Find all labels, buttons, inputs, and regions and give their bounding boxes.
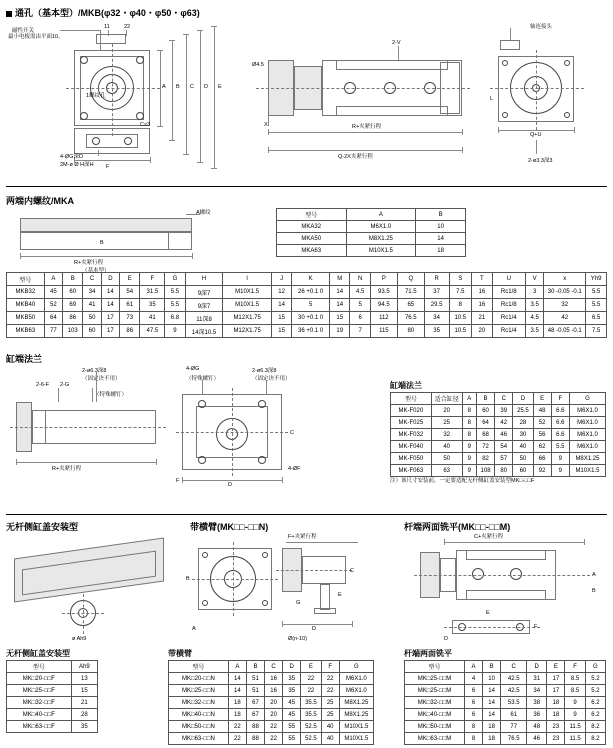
- table-row: MK□20-□□N 14 51 16 35 22 22 M6X1.0: [169, 673, 374, 685]
- flange-table-title: 缸端法兰: [390, 381, 422, 390]
- mka-label-a-thread: A螺纹: [196, 210, 211, 216]
- table-row: MKA32 M6X1.0 10: [277, 221, 466, 233]
- bullet-square-icon: [6, 11, 12, 17]
- section-title-rodless: 无杆侧缸盖安装型: [6, 522, 79, 532]
- table-row: MK□25-□□M 4 10 42.5 31 17 8.5 5.2: [405, 673, 606, 685]
- table-row: MK□63-□□M 8 18 76.5 46 23 11.5 8.2: [405, 733, 606, 745]
- crossarm-table-title: 带横臂: [168, 649, 192, 658]
- table-flange: [390, 392, 606, 477]
- table-row: MK□63-□□F 35: [7, 721, 98, 733]
- table-header-row: 型号 Ah9: [7, 661, 98, 673]
- rodless-table-title: 无杆侧缸盖安装型: [6, 649, 70, 658]
- flange-table-footnote: 注）该尺寸安装前，一定要适配无杆侧缸盖安装型MK□-□□F: [390, 478, 535, 484]
- table-row: MK□63-□□N 22 88 22 55 52.5 40 M10X1.5: [169, 733, 374, 745]
- header-note-3: 轴连接头: [530, 24, 553, 30]
- flange-front-note: （特殊螺钉）: [186, 376, 220, 382]
- section-title-flange: 缸端法兰: [6, 354, 43, 364]
- table-row: MK□25-□□N 14 51 16 35 22 22 M6X1.0: [169, 685, 374, 697]
- page-title: 通孔（基本型）/MKB(φ32・φ40・φ50・φ63): [15, 8, 200, 18]
- header-note-2: 最小电板需由平面10。: [8, 34, 64, 40]
- table-row: MK-F025 25 8 64 42 28 52 6.6 M6X1.0: [391, 417, 606, 429]
- table-rodless: [6, 660, 98, 733]
- table-crossarm: [168, 660, 374, 745]
- mka-label-b: B: [100, 240, 104, 246]
- section-title-mka: 两端内螺纹/MKA: [6, 196, 74, 206]
- section-title-crossarm: 带横臂(MK□□-□□N): [190, 522, 269, 532]
- crossarm-label-stroke: F+夹紧行程: [288, 534, 317, 540]
- mka-label-basic: （基本型）: [82, 268, 110, 274]
- table-row: MK□50-□□N 22 88 22 55 52.5 40 M10X1.5: [169, 721, 374, 733]
- flange-label-hole: 2-ø6.3深8: [82, 368, 107, 374]
- crossarm-label-hole: Ø(n-10): [288, 636, 307, 642]
- table-row: MKA63 M10X1.5 18: [277, 245, 466, 257]
- table-row: MK-F063 63 9 108 80 60 92 9 M10X1.5: [391, 465, 606, 477]
- flange-label-2g-note: （特殊螺钉）: [94, 392, 128, 398]
- flange-label-stroke: R+夹紧行程: [52, 466, 82, 472]
- flat-label-stroke: C+夹紧行程: [474, 534, 504, 540]
- flange-label-hole-note: （固定诀不用）: [82, 376, 121, 382]
- table-row: MK-F050 50 9 82 57 50 66 9 M8X1.25: [391, 453, 606, 465]
- table-flat: [404, 660, 606, 745]
- table-header-row: 型号 适合缸径 A B C D E F G: [391, 393, 606, 405]
- table-header-row: 型号 A B C D E F G: [169, 661, 374, 673]
- header-note-1: 磁性开关: [12, 28, 35, 34]
- table-mka-header-row: 型号 A B: [277, 209, 466, 221]
- section-title-flat: 杆端两面铣平(MK□□-□□M): [404, 522, 511, 532]
- table-header-row: 型号 A B C D E F G: [405, 661, 606, 673]
- table-row: MK□25-□□M 6 14 42.5 34 17 8.5 5.2: [405, 685, 606, 697]
- table-row: MK□40-□□M 6 14 61 36 18 9 6.2: [405, 709, 606, 721]
- table-row: MKB50 64 86 50 17 73 41 6.8 11深8 M12X1.75 15 30 +0.1 0 15 6 112 76.5 34 10.5 21 Rc1/4 4.5 42 6.5: [7, 312, 607, 325]
- table-row: MKB40 52 69 41 14 61 35 5.5 9深7 M10X1.5 14 5 14 5 94.5 65 29.5 8 16 Rc1/8 3.5 32 5.5: [7, 299, 607, 312]
- page-title-row: [6, 6, 200, 19]
- table-dimensions-mkb: [6, 272, 607, 338]
- table-row: MKA50 M8X1.25 14: [277, 233, 466, 245]
- catalog-page: 通孔（基本型）/MKB(φ32・φ40・φ50・φ63) 磁性开关 最小电板需由平面10。 轴连接头 11 22 A B C D E F 1螺纹孔 4-ØG深D 2M-ø Ø H深H C≤3 2-V Ø4.5 R+夹紧行程 Q-2X夹紧行程 X L Q+U 2-ø3.3深3 两端内螺纹/MKA A螺纹 R+夹紧行程 （基本型） B 型号 A B MKA32 M6X1.0 10 MKA50 M8X1.25 14 MKA63 M10X1.5 18 型号 A B C D E F G H I J K M N P Q R S T U V x Yh9 MKB32 45 60 34 14 54 31.5 5.5 9深7 M10X1.5 12 26 +0.1 0 14 4.5 93.5 71.5 37 7.5 16 Rc1/8 3 30 -0.05 -0.1 5.5 MKB40 52 69 41 14 61 35 5.5 9深7 M10X1.5 14 5 14 5 94.5 65 29.5 8 16 Rc1/8 3.5 32 5.5 MKB50 64 86 50 17 73 41 6.8 11深8 M12X1.75 15 30 +0.1 0 15 6 112 76.5 34 10.5 21 Rc1/4 4.5 42 6.5 MKB63 77 103 60 17 86 47.5 9 14深10.5 M12X1.75 15 36 +0.1 0 19 7 115 80 35 10.5 20 Rc1/4 3.5 48 -0.05 -0.1 7.5 缸端法兰 2-ø6.3深8 （固定诀不用） 2-G （特殊螺钉） 2-6-F R+夹紧行程 4-ØG （特殊螺钉） 2-ø6.3深8 （固定诀不用） D C F 4-ØF 缸端法兰 型号 适合缸径 A B C D E F G MK-F020 20 8 60 39 25.5 48 6.6 M6X1.0 MK-F025 25 8 64 42 28 52 6.6 M6X1.0 MK-F032 32 8 68 46 30 56 6.6 M6X1.0 MK-F040 40 9 72 54 40 62 5.5 M6X1.0 MK-F050 50 9 82 57 50 66 9 M8X1.25 MK-F063 63 9 108 80 60 92 9 M10X1.5 注）该尺寸安装前，一定要适配无杆侧缸盖安装型MK□-□□F 无杆侧缸盖安装型 ø Ah9 无杆侧缸盖安装型 型号 Ah9 MK□20-□□F 13 MK□25-□□F 15 MK□32-□□F 21 MK□40-□□F 28 MK□63-□□F 35 带横臂(MK□□-□□N) F+夹紧行程 B C E G D Ø(n-10) A 带横臂 型号 A B C D E F G MK□20-□□N 14 51 16 35 22 22 M6X1.0 MK□25-□□N 14 51 16 35 22 22 M6X1.0 MK□32-□□N 18 67 20 45 35.5 25 M8X1.25 MK□40-□□N 18 67 20 45 35.5 25 M8X1.25 MK□50-□□N 22 88 22 55 52.5 40 M10X1.5 MK□63-□□N 22 88 22 55 52.5 40 M10X1.5 杆端两面铣平(MK□□-□□M) C+夹紧行程 E F D A B 杆端两面铣平 型号 A B C D E F G MK□25-□□M 4 10 42.5 31 17 8.5 5.2 MK□25-□□M 6 14 42.5 34 17 8.5 5.2 MK□32-□□M 6 14 53.5 38 18 9 6.2 MK□40-□□M 6 14 61 36 18 9 6.2 MK□50-□□M 8 18 77 48 23 11.5 8.2 MK□63-□□M 8 18 76.5 46 23 11.5 8.2: [0, 0, 613, 748]
- table-row: MK□32-□□F 21: [7, 697, 98, 709]
- mka-label-stroke: R+夹紧行程: [74, 260, 104, 266]
- flange-label-2g: 2-G: [60, 382, 70, 388]
- table-row: MK□40-□□F 28: [7, 709, 98, 721]
- table-row: MKB32 45 60 34 14 54 31.5 5.5 9深7 M10X1.5 12 26 +0.1 0 14 4.5 93.5 71.5 37 7.5 16 Rc1/8 3 30 -0.05 -0.1 5.5: [7, 286, 607, 299]
- table-row: MK-F040 40 9 72 54 40 62 5.5 M6X1.0: [391, 441, 606, 453]
- table-mka: [276, 208, 466, 257]
- table-row: MK□32-□□M 6 14 53.5 38 18 9 6.2: [405, 697, 606, 709]
- table-row: MK-F020 20 8 60 39 25.5 48 6.6 M6X1.0: [391, 405, 606, 417]
- table-row: MK□20-□□F 13: [7, 673, 98, 685]
- table-row: MK-F032 32 8 68 46 30 56 6.6 M6X1.0: [391, 429, 606, 441]
- table-row: MKB63 77 103 60 17 86 47.5 9 14深10.5 M12X1.75 15 36 +0.1 0 19 7 115 80 35 10.5 20 Rc1/4 3.5 48 -0.05 -0.1 7.5: [7, 325, 607, 338]
- rodless-label-dia: ø Ah9: [72, 636, 87, 642]
- table-row: MK□50-□□M 8 18 77 48 23 11.5 8.2: [405, 721, 606, 733]
- flat-table-title: 杆端两面铣平: [404, 649, 452, 658]
- table-header-row: 型号 A B C D E F G H I J K M N P Q R S T U V x Yh9: [7, 273, 607, 286]
- table-row: MK□25-□□F 15: [7, 685, 98, 697]
- table-row: MK□32-□□N 18 67 20 45 35.5 25 M8X1.25: [169, 697, 374, 709]
- table-row: MK□40-□□N 18 67 20 45 35.5 25 M8X1.25: [169, 709, 374, 721]
